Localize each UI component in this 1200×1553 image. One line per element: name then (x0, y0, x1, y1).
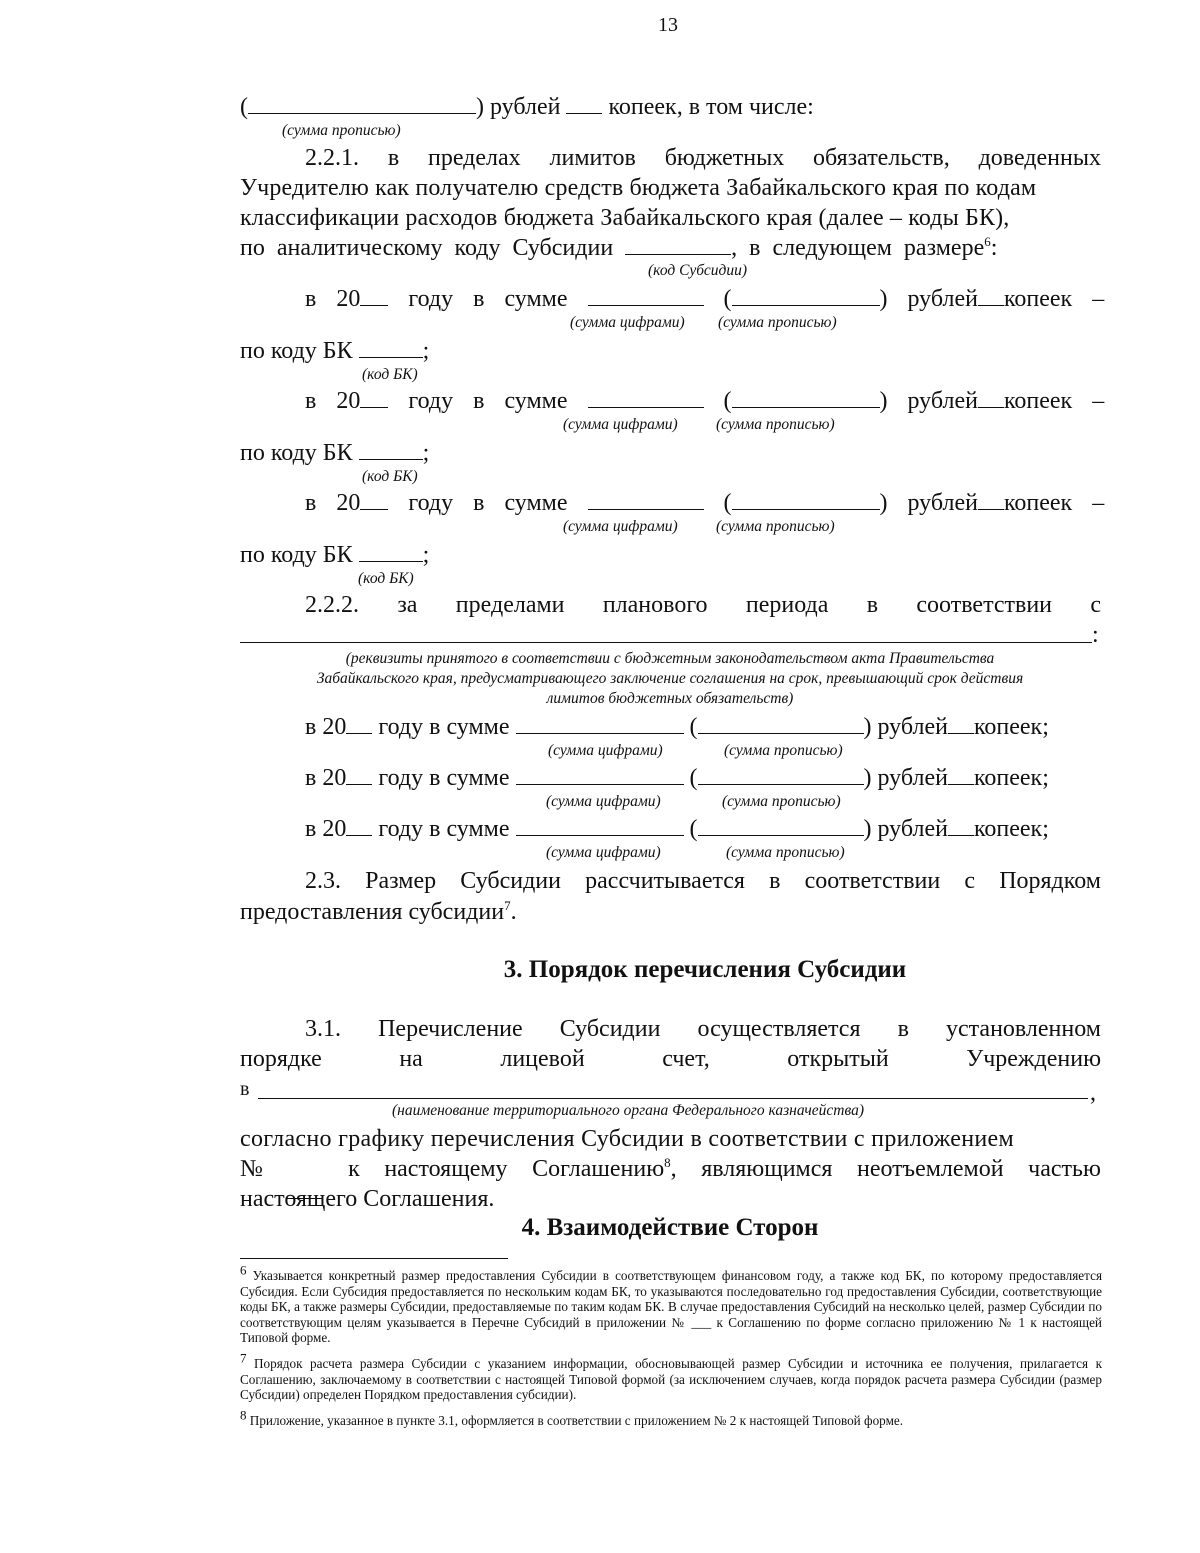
caption-code-subsidy: (код Субсидии) (648, 262, 748, 279)
p222-line1: 2.2.2. за пределами планового периода в соответствии с (305, 592, 1101, 618)
section-heading-4: 4. Взаимодействие Сторон (521, 1214, 819, 1241)
p221-line2: Учредителю как получателю средств бюджета Забайкальского края по кодам (240, 175, 1037, 201)
p31-line6: настоящего Соглашения. (240, 1186, 495, 1212)
p222-caption-2: Забайкальского края, предусматривающего заключение соглашения на срок, превышающий срок действия (316, 670, 1024, 687)
p221-line3: классификации расходов бюджета Забайкальского края (далее – коды БК), (240, 205, 1010, 231)
p31-line4: согласно графику перечисления Субсидии в соответствии с приложением (240, 1126, 1014, 1152)
p222-blank-line (240, 642, 1092, 643)
p31-caption: (наименование территориального органа Федерального казначейства) (392, 1102, 865, 1119)
footnote-7: $^7$ Порядок расчета размера Субсидии с указанием информации, обосновывающей размер Субсидии и источника ее получения, прилагается к Соглашению, заключаемому в соответствии с настоящей Типовой формой (за исключением случаев, когда порядок расчета размера Субсидии (размер Субсидии) определен Порядком предоставления субсидии). (240, 1350, 1102, 1402)
p31-comma: , (1090, 1080, 1096, 1106)
page-number: 13 (658, 14, 678, 36)
footnote-6: $^6$ Указывается конкретный размер предоставления Субсидии в соответствующем финансовом году, а также код БК, по которому предоставляется Субсидия. Если Субсидия предоставляется по нескольким кодам БК, то указываются последовательно год предоставления Субсидии, соответствующие коды БК, а также размеры Субсидии, предоставляемые по таким кодам БК. В случае предоставления Субсидий на несколько целей, размер Субсидии по соответствующим целям указывается в Перечне Субсидий в приложении № ___ к Соглашению по форме согласно приложению № 1 к настоящей Типовой форме. (240, 1262, 1103, 1345)
p222-caption-1: (реквизиты принятого в соответствии с бюджетным законодательством акта Правительства (345, 650, 995, 667)
p31-line5: № к настоящему Соглашению$^8$, являющимся неотъемлемой частью (240, 1154, 1101, 1199)
p221-line1: 2.2.1. в пределах лимитов бюджетных обязательств, доведенных (305, 145, 1101, 171)
p31-line3: в (240, 1078, 250, 1100)
p23-line1: 2.3. Размер Субсидии рассчитывается в соответствии с Порядком (305, 868, 1101, 894)
intro-line: ( ) рублей копеек, в том числе: (240, 94, 814, 120)
p221-line4: по аналитическому коду Субсидии , в следующем размере$^6$: (240, 234, 998, 261)
footnote-8: $^8$ Приложение, указанное в пункте 3.1, оформляется в соответствии с приложением № 2 к настоящей Типовой форме. (240, 1407, 904, 1428)
p31-line2: порядке на лицевой счет, открытый Учреждению (240, 1046, 1101, 1072)
footnote-separator (240, 1258, 508, 1259)
caption-sum-words: (сумма прописью) (282, 122, 401, 139)
p31-line1: 3.1. Перечисление Субсидии осуществляется в установленном (305, 1016, 1101, 1042)
p31-blank-line (258, 1098, 1088, 1099)
p222-colon: : (1092, 622, 1099, 648)
p23-line2: предоставления субсидии$^7$. (240, 898, 517, 925)
p222-caption-3: лимитов бюджетных обязательств) (546, 690, 794, 707)
section-heading-3: 3. Порядок перечисления Субсидии (503, 956, 907, 983)
